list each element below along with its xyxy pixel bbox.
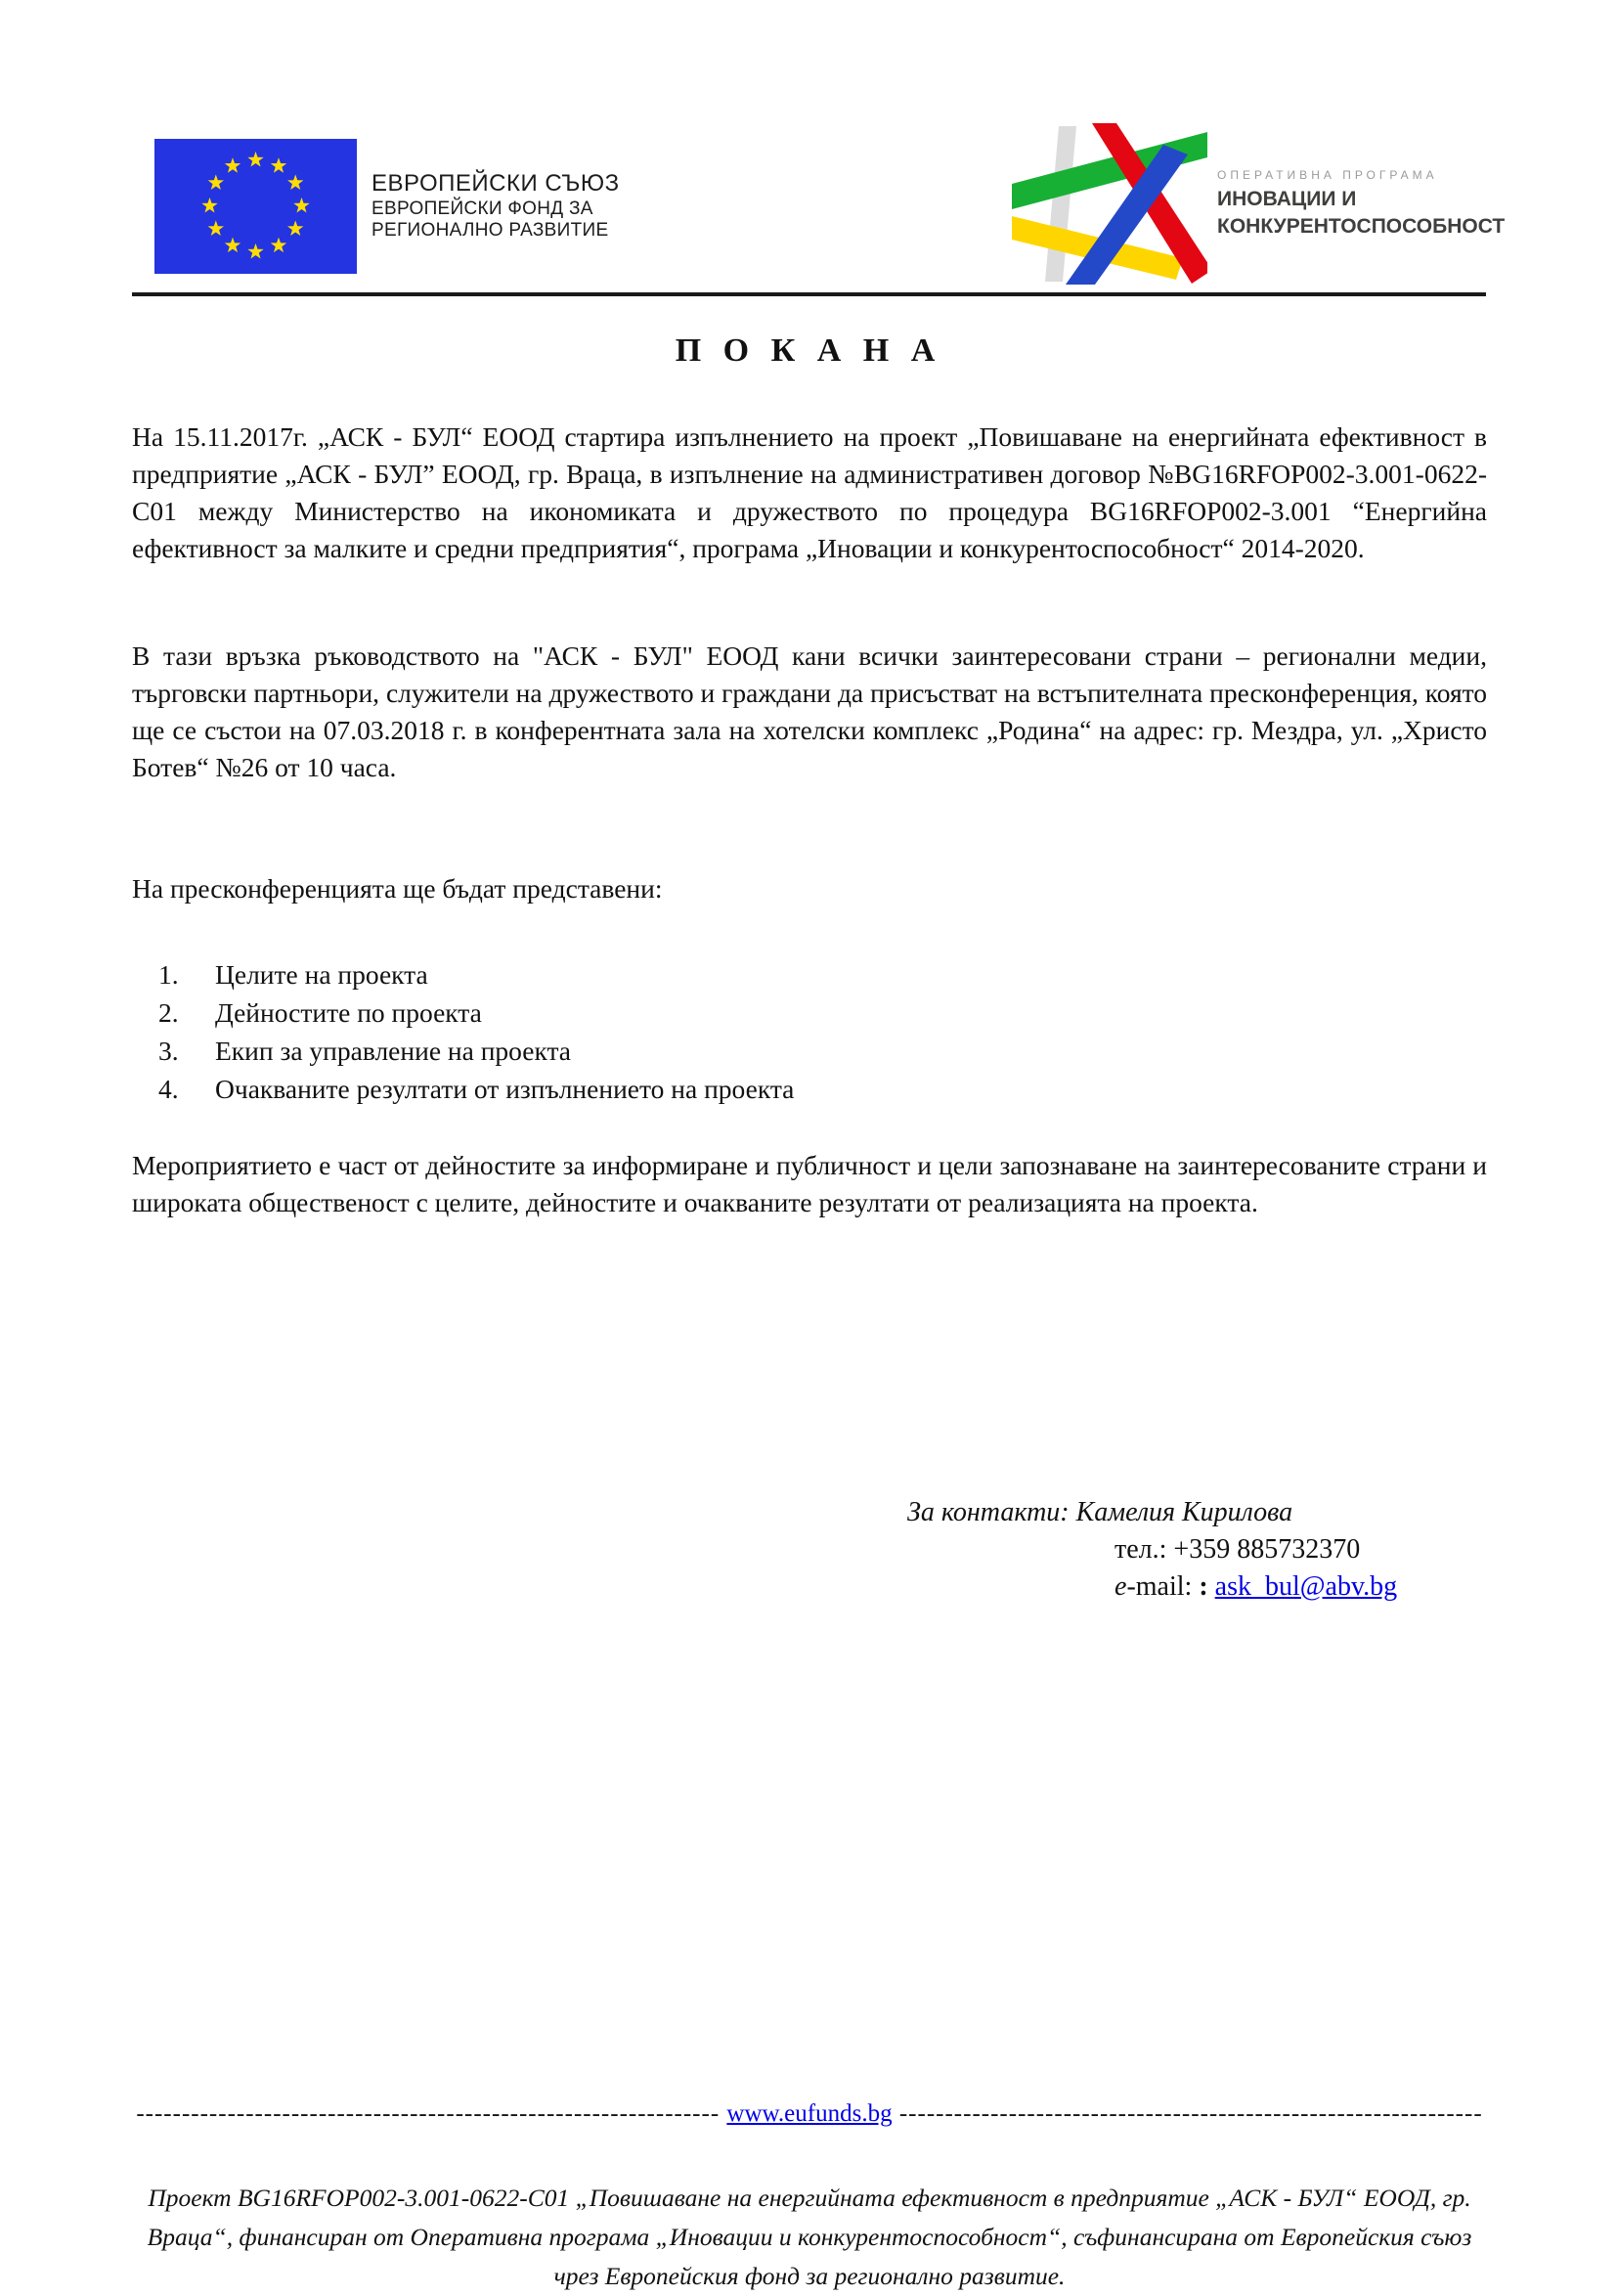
opic-logo-caption (1217, 168, 1505, 240)
list-item-text: Очакваните резултати от изпълнението на проекта (215, 1074, 795, 1104)
eu-flag-icon (154, 139, 357, 274)
paragraph-project-start: На 15.11.2017г. „АСК - БУЛ“ ЕООД стартира изпълнението на проект „Повишаване на енергийната ефективност в предприятие „АСК - БУЛ” ЕООД, гр. Враца, в изпълнение на административен договор №BG16RFOP002-3.001-0622-C01 между Министерство на икономиката и дружеството по процедура BG16RFOP002-3.001 “Енергийна ефективност за малките и средни предприятия“, програма „Иновации и конкурентоспособност“ 2014-2020. (132, 421, 1487, 563)
header-divider (132, 292, 1486, 296)
eu-logo (154, 139, 620, 274)
list-item-number: 2. (158, 997, 179, 1028)
contact-block (907, 1494, 1397, 1606)
opic-logo-line2: ИНОВАЦИИ И (1217, 187, 1357, 210)
contact-phone: тел.: +359 885732370 (1114, 1534, 1361, 1565)
eu-logo-line2: ЕВРОПЕЙСКИ ФОНД ЗА (371, 198, 593, 219)
footer-dashes-left: ---------------------------------------------------------------- (136, 2100, 727, 2127)
list-item-text: Екип за управление на проекта (215, 1036, 572, 1066)
list-item (158, 1070, 794, 1108)
email-link[interactable]: ask_bul@abv.bg (1214, 1571, 1398, 1602)
opic-logo-line1: ОПЕРАТИВНА ПРОГРАМА (1217, 167, 1438, 182)
contact-person: За контакти: Камелия Кирилова (907, 1497, 1293, 1527)
eu-logo-line1: ЕВРОПЕЙСКИ СЪЮЗ (371, 170, 620, 198)
email-label: -mail: (1126, 1571, 1200, 1602)
eu-logo-line3: РЕГИОНАЛНО РАЗВИТИЕ (371, 220, 609, 242)
list-item-number: 1. (158, 959, 179, 990)
contact-email-line (907, 1568, 1397, 1606)
agenda-list (158, 955, 794, 1108)
list-item (158, 993, 794, 1032)
list-item (158, 1032, 794, 1070)
email-label-e: e (1114, 1571, 1127, 1602)
page-title: П О К А Н А (675, 332, 942, 369)
eufunds-link[interactable]: www.eufunds.bg (726, 2100, 893, 2127)
agenda-heading: На пресконференцията ще бъдат представени: (132, 873, 663, 904)
list-item-text: Дейностите по проекта (215, 997, 482, 1028)
list-item-text: Целите на проекта (215, 959, 428, 990)
opic-logo (1012, 123, 1505, 285)
list-item-number: 4. (158, 1074, 179, 1104)
footer-project-note: Проект BG16RFOP002-3.001-0622-C01 „Повишаване на енергийната ефективност в предприятие „АСК - БУЛ“ ЕООД, гр. Враца“, финансиран от Оперативна програма „Иновации и конкурентоспособност“, съфинансирана от Европейския съюз чрез Европейския фонд за регионално развитие. (147, 2184, 1472, 2290)
paragraph-publicity-purpose: Мероприятието е част от дейностите за информиране и публичност и цели запознаване на заинтересованите страни и широката общественост с целите, дейностите и очакваните резултати от реализацията на проекта. (132, 1150, 1487, 1217)
opic-logo-line3: КОНКУРЕНТОСПОСОБНОСТ (1217, 214, 1506, 238)
paragraph-press-conference-invite: В тази връзка ръководството на "АСК - БУЛ" ЕООД кани всички заинтересовани страни – регионални медии, търговски партньори, служители на дружеството и граждани да присъстват на встъпителната пресконференция, която ще се състои на 07.03.2018 г. в конферентната зала на хотелски комплекс „Родина“ на адрес: гр. Мездра, ул. „Христо Ботев“ №26 от 10 часа. (132, 640, 1487, 782)
list-item-number: 3. (158, 1036, 179, 1066)
opic-ribbons-icon (1012, 123, 1207, 285)
email-colon: : (1199, 1571, 1215, 1602)
footer-divider-line (132, 2100, 1487, 2128)
footer-dashes-right: ---------------------------------------------------------------- (892, 2100, 1483, 2127)
eu-logo-caption (371, 170, 620, 242)
list-item (158, 955, 794, 993)
